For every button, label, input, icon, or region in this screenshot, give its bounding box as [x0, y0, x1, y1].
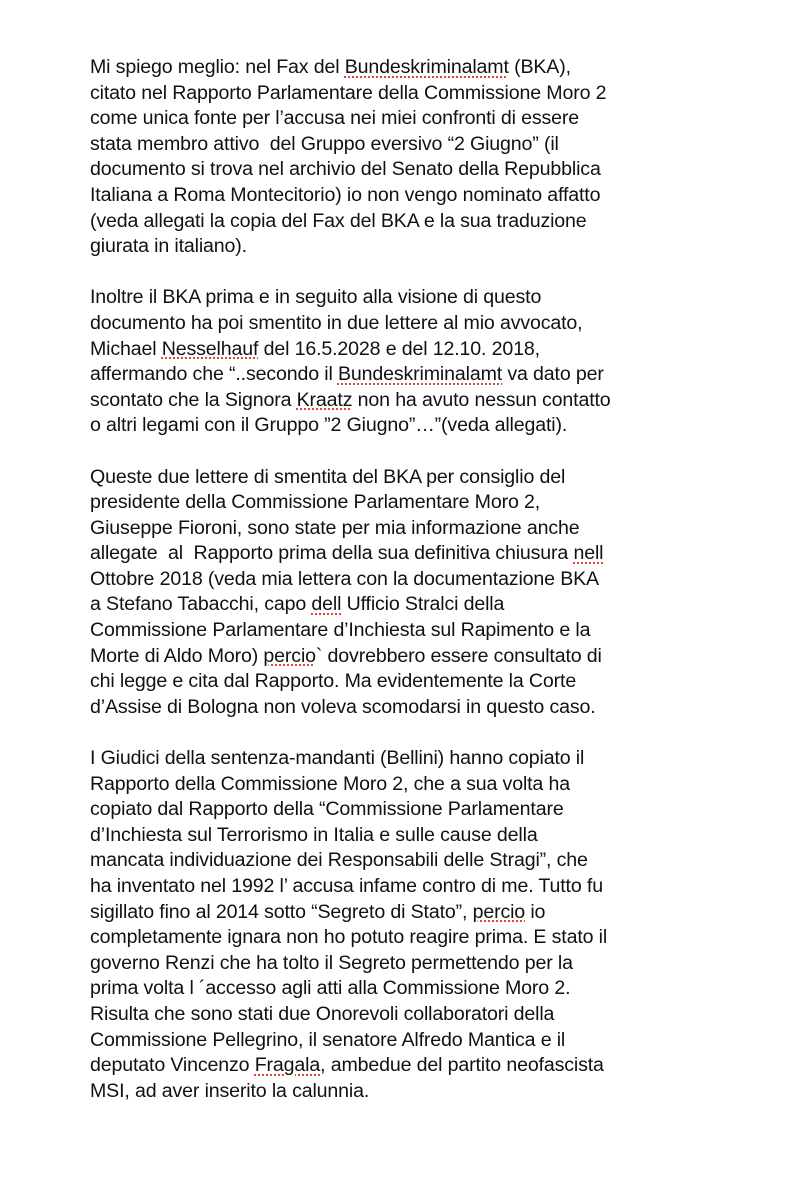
text-line	[90, 516, 780, 542]
text-run: prima volta l ´accesso agli atti alla Commissione Moro 2.	[90, 977, 571, 1000]
misspelled-word[interactable]: nell	[573, 542, 604, 565]
misspelled-word[interactable]: percio	[472, 900, 526, 923]
text-run: Queste due lettere di smentita del BKA per consiglio del	[90, 465, 566, 488]
text-run: del 16.5.2028 e del 12.10. 2018,	[258, 337, 540, 360]
text-run: d’Inchiesta sul Terrorismo in Italia e sulle cause della	[90, 823, 538, 846]
text-run: (BKA),	[508, 56, 571, 78]
text-run: Risulta che sono stati due Onorevoli collaboratori della	[90, 1002, 555, 1025]
misspelled-word[interactable]: Bundeskriminalamt	[337, 363, 503, 386]
text-run: Michael	[90, 337, 162, 360]
text-run: Mi spiego meglio: nel Fax del	[90, 56, 345, 78]
text-line	[90, 900, 780, 926]
text-run: Rapporto della Commissione Moro 2, che a sua volta ha	[90, 772, 570, 795]
paragraph	[90, 285, 780, 439]
text-run: va dato per	[502, 363, 604, 386]
text-run: io	[525, 900, 546, 923]
text-run: Italiana a Roma Montecitorio) io non vengo nominato affatto	[90, 183, 601, 206]
text-run: Ufficio Stralci della	[341, 593, 505, 616]
text-line	[90, 209, 780, 235]
paragraph	[90, 746, 780, 1104]
text-run: governo Renzi che ha tolto il Segreto permettendo per la	[90, 951, 573, 974]
text-run: come unica fonte per l’accusa nei miei confronti di essere	[90, 107, 580, 130]
text-line	[90, 592, 780, 618]
text-line	[90, 746, 780, 772]
text-line	[90, 55, 780, 81]
text-run: Giuseppe Fioroni, sono state per mia informazione anche	[90, 516, 580, 539]
text-run: a Stefano Tabacchi, capo	[90, 593, 312, 616]
text-run: Commissione Parlamentare d’Inchiesta sul Rapimento e la	[90, 619, 591, 642]
text-run: scontato che la Signora	[90, 388, 297, 411]
text-run: I Giudici della sentenza-mandanti (Bellini) hanno copiato il	[90, 747, 585, 770]
text-line	[90, 234, 780, 260]
text-line	[90, 669, 780, 695]
text-line	[90, 183, 780, 209]
text-line	[90, 157, 780, 183]
text-line	[90, 874, 780, 900]
text-run: citato nel Rapporto Parlamentare della Commissione Moro 2	[90, 81, 607, 104]
text-line	[90, 797, 780, 823]
text-line	[90, 772, 780, 798]
text-run: Commissione Pellegrino, il senatore Alfredo Mantica e il	[90, 1028, 566, 1051]
text-run: copiato dal Rapporto della “Commissione Parlamentare	[90, 798, 564, 821]
misspelled-word[interactable]: percio	[263, 644, 316, 667]
text-line	[90, 1028, 780, 1054]
misspelled-word[interactable]: Kraatz	[296, 388, 353, 411]
text-run: completamente ignara non ho potuto reagire prima. E stato il	[90, 926, 608, 949]
text-line	[90, 695, 780, 721]
text-line	[90, 106, 780, 132]
misspelled-word[interactable]: Bundeskriminalamt	[344, 56, 509, 78]
text-line	[90, 1053, 780, 1079]
document-page	[90, 55, 780, 1130]
text-run: presidente della Commissione Parlamentare Moro 2,	[90, 491, 541, 514]
misspelled-word[interactable]: Nesselhauf	[161, 337, 259, 360]
text-line	[90, 541, 780, 567]
text-run: ` dovrebbero essere consultato di	[315, 644, 602, 667]
text-run: documento ha poi smentito in due lettere al mio avvocato,	[90, 311, 583, 334]
text-run: Inoltre il BKA prima e in seguito alla visione di questo	[90, 286, 542, 309]
text-run: affermando che “..secondo il	[90, 363, 338, 386]
text-run: allegate al Rapporto prima della sua definitiva chiusura	[90, 542, 574, 565]
text-run: o altri legami con il Gruppo ”2 Giugno”…”(veda allegati).	[90, 414, 568, 437]
text-run: MSI, ad aver inserito la calunnia.	[90, 1079, 370, 1102]
text-run: non ha avuto nessun contatto	[352, 388, 611, 411]
text-run: (veda allegati la copia del Fax del BKA e la sua traduzione	[90, 209, 587, 232]
text-line	[90, 823, 780, 849]
text-line	[90, 311, 780, 337]
text-run: giurata in italiano).	[90, 235, 247, 258]
text-line	[90, 951, 780, 977]
text-run: chi legge e cita dal Rapporto. Ma evidentemente la Corte	[90, 670, 577, 693]
misspelled-word[interactable]: Fragala	[254, 1054, 321, 1077]
text-line	[90, 1079, 780, 1105]
text-run: Morte di Aldo Moro)	[90, 644, 264, 667]
text-run: ha inventato nel 1992 l’ accusa infame contro di me. Tutto fu	[90, 875, 603, 897]
text-line	[90, 81, 780, 107]
text-line	[90, 1002, 780, 1028]
text-line	[90, 618, 780, 644]
text-line	[90, 413, 780, 439]
paragraph	[90, 55, 780, 260]
text-run: d’Assise di Bologna non voleva scomodarsi in questo caso.	[90, 695, 596, 718]
misspelled-word[interactable]: dell	[311, 593, 342, 616]
text-run: , ambedue del partito neofascista	[320, 1054, 604, 1077]
text-line	[90, 644, 780, 670]
text-line	[90, 285, 780, 311]
text-line	[90, 362, 780, 388]
text-line	[90, 848, 780, 874]
text-run: sigillato fino al 2014 sotto “Segreto di Stato”,	[90, 900, 473, 923]
text-line	[90, 388, 780, 414]
text-run: stata membro attivo del Gruppo eversivo “2 Giugno” (il	[90, 132, 559, 155]
text-line	[90, 132, 780, 158]
text-run: mancata individuazione dei Responsabili delle Stragi”, che	[90, 849, 588, 872]
text-run: Ottobre 2018 (veda mia lettera con la documentazione BKA	[90, 567, 599, 590]
text-run: deputato Vincenzo	[90, 1054, 255, 1077]
text-line	[90, 567, 780, 593]
text-line	[90, 465, 780, 491]
text-line	[90, 925, 780, 951]
text-line	[90, 337, 780, 363]
text-line	[90, 490, 780, 516]
paragraph	[90, 465, 780, 721]
text-run: documento si trova nel archivio del Senato della Repubblica	[90, 158, 601, 181]
text-line	[90, 976, 780, 1002]
